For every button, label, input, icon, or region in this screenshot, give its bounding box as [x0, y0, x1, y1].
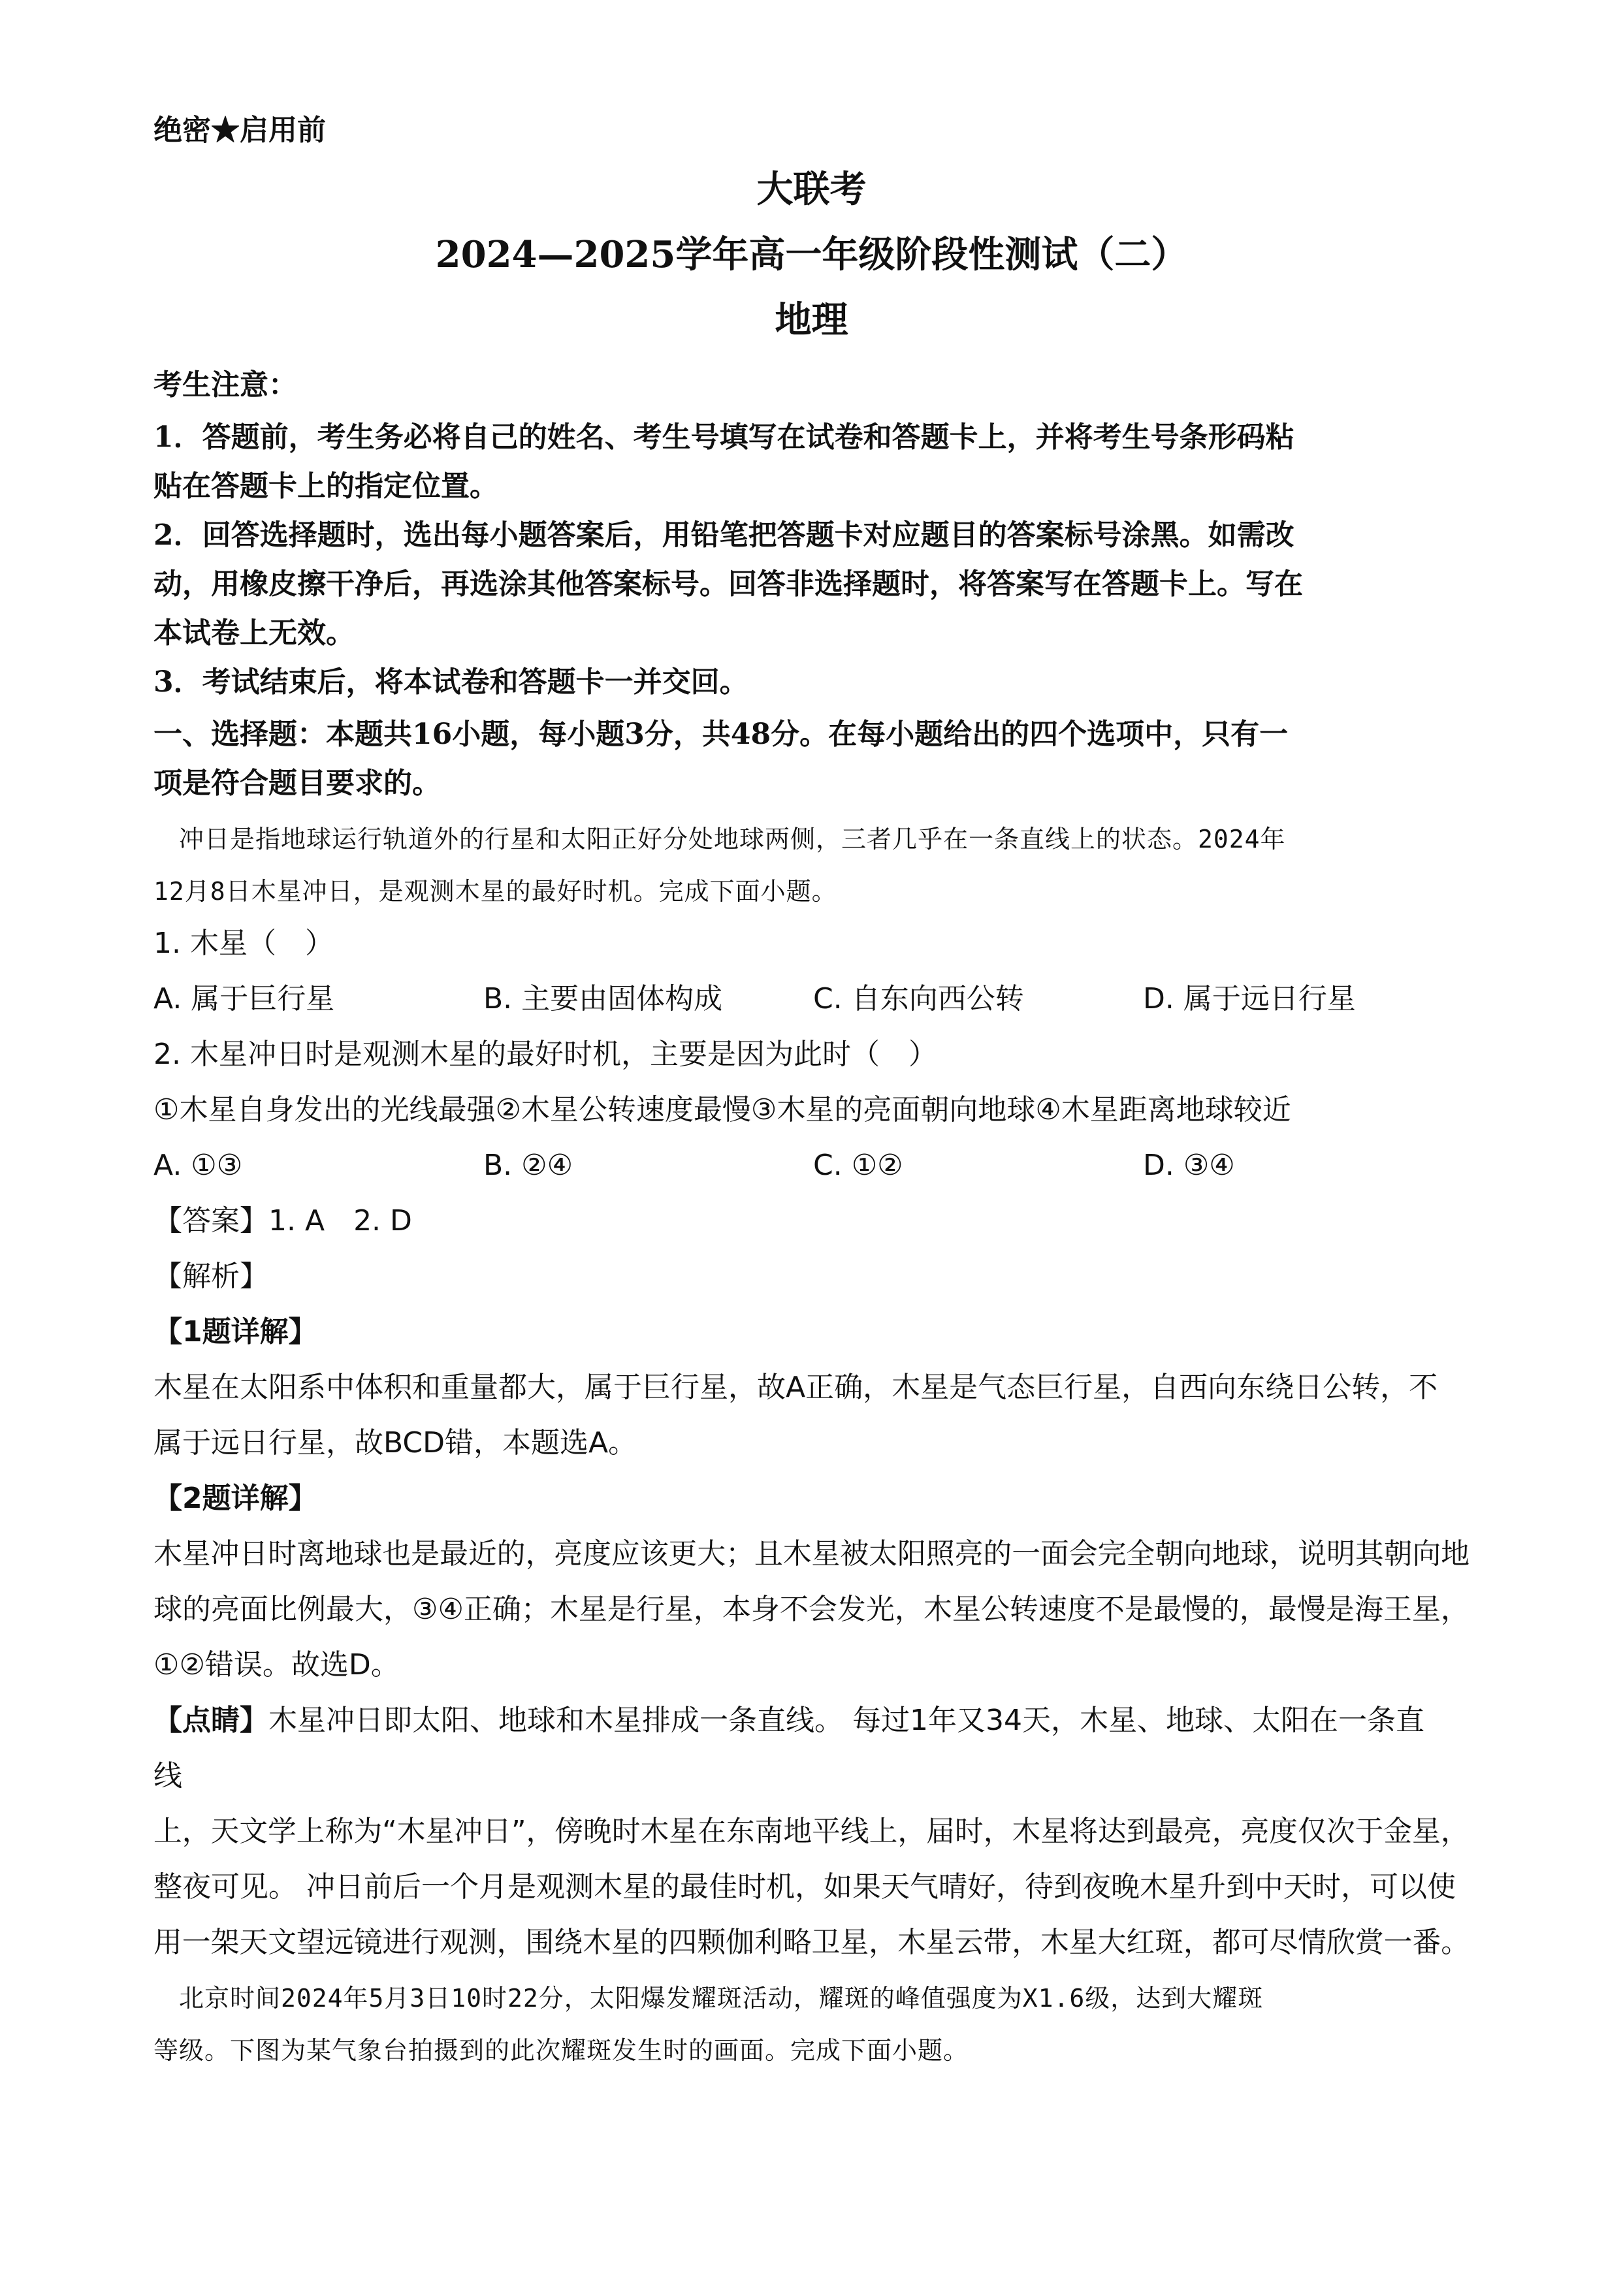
option-d: D. 属于远日行星 — [1143, 982, 1356, 1015]
option-b: B. ②④ — [483, 1149, 573, 1182]
tip-text: 上，天文学上称为“木星冲日”，傍晚时木星在东南地平线上，届时，木星将达到最亮，亮度仅次于金星， — [153, 1815, 1470, 1848]
material-text: 12月8日木星冲日，是观测木星的最好时机。完成下面小题。 — [153, 877, 837, 906]
material-text: 冲日是指地球运行轨道外的行星和太阳正好分处地球两侧，三者几乎在一条直线上的状态。2024年 — [153, 825, 1286, 853]
notice-line: 1．答题前，考生务必将自己的姓名、考生号填写在试卷和答题卡上，并将考生号条形码粘 — [153, 421, 1294, 454]
tip-text: 木星冲日即太阳、地球和木星排成一条直线。 每过1年又34天，木星、地球、太阳在一条直 — [268, 1704, 1424, 1737]
question-stem: 1. 木星（ ） — [153, 927, 334, 960]
option-d: D. ③④ — [1143, 1149, 1235, 1182]
tip-text: 线 — [153, 1759, 182, 1793]
secret-label: 绝密★启用前 — [153, 114, 326, 147]
detail-2-text: 球的亮面比例最大，③④正确；木星是行星，本身不会发光，木星公转速度不是最慢的，最慢是海王星， — [153, 1593, 1470, 1626]
notice-line: 本试卷上无效。 — [153, 616, 355, 650]
section-heading: 一、选择题：本题共16小题，每小题3分，共48分。在每小题给出的四个选项中，只有一 — [153, 718, 1289, 751]
option-c: C. ①② — [813, 1149, 903, 1182]
detail-1-text: 属于远日行星，故BCD错，本题选A。 — [153, 1426, 637, 1459]
detail-2-text: ①②错误。故选D。 — [153, 1648, 400, 1682]
material-text: 等级。下图为某气象台拍摄到的此次耀斑发生时的画面。完成下面小题。 — [153, 2036, 969, 2065]
detail-1-text: 木星在太阳系中体积和重量都大，属于巨行星，故A正确，木星是气态巨行星，自西向东绕日公转，不 — [153, 1371, 1438, 1404]
exam-title: 2024—2025学年高一年级阶段性测试（二） — [435, 233, 1188, 276]
tip-label: 【点睛】 — [153, 1704, 268, 1737]
detail-2-label: 【2题详解】 — [153, 1482, 317, 1515]
tip-line — [153, 1701, 1424, 1740]
exam-subject: 地理 — [775, 298, 848, 342]
detail-1-label: 【1题详解】 — [153, 1315, 317, 1348]
option-b: B. 主要由固体构成 — [483, 982, 723, 1015]
detail-2-text: 木星冲日时离地球也是最近的，亮度应该更大；且木星被太阳照亮的一面会完全朝向地球，说明其朝向地 — [153, 1537, 1470, 1571]
notice-line: 2．回答选择题时，选出每小题答案后，用铅笔把答题卡对应题目的答案标号涂黑。如需改 — [153, 518, 1294, 552]
material-text: 北京时间2024年5月3日10时22分，太阳爆发耀斑活动，耀斑的峰值强度为X1.6级，达到大耀斑 — [153, 1984, 1264, 2013]
answer-line: 【答案】1. A 2. D — [153, 1204, 412, 1237]
notice-line: 动，用橡皮擦干净后，再选涂其他答案标号。回答非选择题时，将答案写在答题卡上。写在 — [153, 567, 1303, 601]
notice-heading: 考生注意： — [153, 368, 297, 402]
question-statements: ①木星自身发出的光线最强②木星公转速度最慢③木星的亮面朝向地球④木星距离地球较近 — [153, 1093, 1291, 1126]
analysis-label: 【解析】 — [153, 1260, 268, 1293]
option-a: A. ①③ — [153, 1149, 243, 1182]
notice-line: 贴在答题卡上的指定位置。 — [153, 470, 498, 503]
section-heading-cont: 项是符合题目要求的。 — [153, 767, 441, 800]
question-stem: 2. 木星冲日时是观测木星的最好时机，主要是因为此时（ ） — [153, 1038, 937, 1071]
exam-org: 大联考 — [756, 168, 867, 211]
tip-text: 用一架天文望远镜进行观测，围绕木星的四颗伽利略卫星，木星云带，木星大红斑，都可尽情欣赏一番。 — [153, 1926, 1470, 1959]
notice-line: 3．考试结束后，将本试卷和答题卡一并交回。 — [153, 665, 748, 699]
tip-text: 整夜可见。 冲日前后一个月是观测木星的最佳时机，如果天气晴好，待到夜晚木星升到中天时，可以使 — [153, 1870, 1456, 1904]
option-c: C. 自东向西公转 — [813, 982, 1024, 1015]
option-a: A. 属于巨行星 — [153, 982, 335, 1015]
